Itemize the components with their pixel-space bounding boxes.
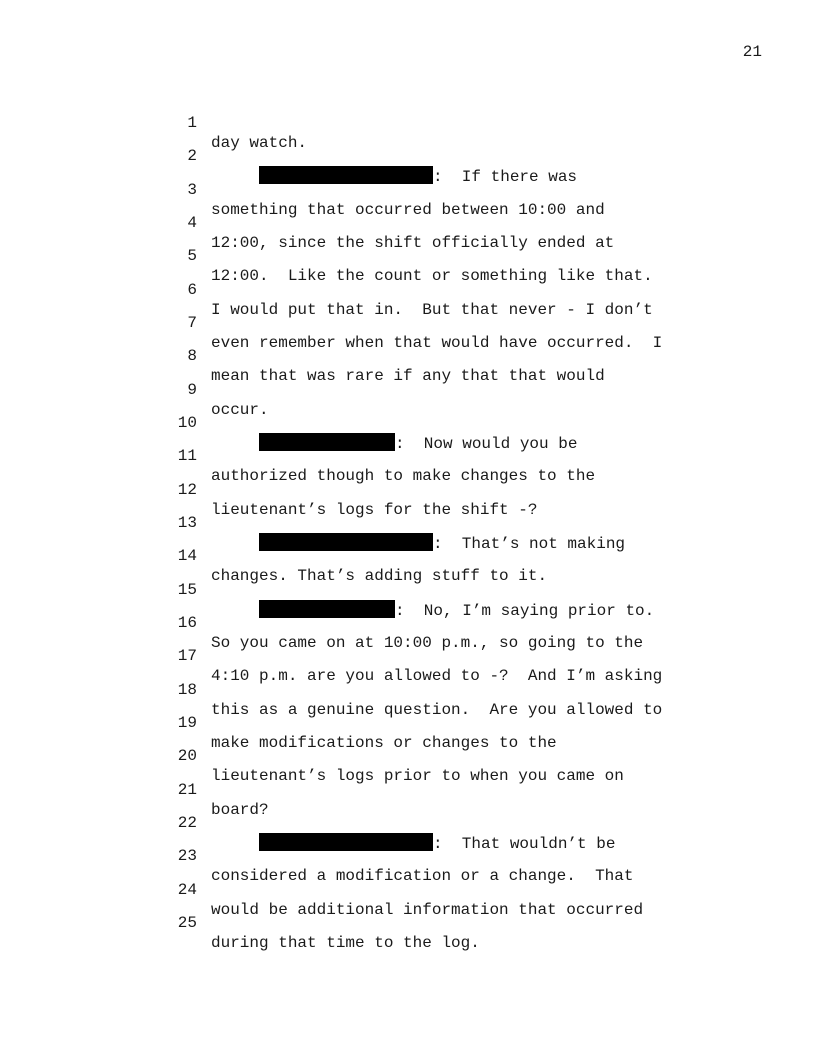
transcript-line [172, 360, 692, 419]
line-number: 6 [187, 280, 197, 299]
line-number: 11 [177, 447, 197, 466]
transcript-line [172, 460, 692, 519]
line-number: 4 [187, 213, 197, 232]
line-number: 12 [177, 480, 197, 499]
line-text: 12:00, since the shift officially ended at [211, 233, 615, 252]
transcript-line [172, 893, 692, 952]
line-text: : That’s not making [433, 534, 626, 553]
line-text: lieutenant’s logs for the shift -? [211, 500, 538, 519]
line-number: 1 [187, 114, 197, 132]
transcript-line [172, 260, 692, 319]
line-text: something that occurred between 10:00 and [211, 200, 605, 219]
line-text: authorized though to make changes to the [211, 467, 596, 486]
line-number: 3 [187, 180, 197, 199]
line-text: lieutenant’s logs prior to when you came on [211, 767, 624, 786]
transcript-line [172, 426, 692, 486]
transcript-line [172, 693, 692, 752]
line-text: : If there was [433, 168, 578, 187]
line-number: 21 [177, 780, 197, 799]
line-text: occur. [211, 400, 269, 419]
transcript-line [172, 760, 692, 819]
line-text: would be additional information that occurred [211, 900, 644, 919]
line-text: this as a genuine question. Are you allowed to [211, 700, 663, 719]
line-number: 23 [177, 847, 197, 866]
line-number: 16 [177, 613, 197, 632]
line-number: 10 [177, 413, 197, 432]
line-number: 2 [187, 147, 197, 166]
transcript-line [172, 193, 692, 252]
line-text: : Now would you be [395, 434, 578, 453]
transcript-line [172, 126, 692, 187]
transcript-line [172, 726, 692, 786]
line-text: make modifications or changes to the [211, 733, 557, 752]
line-number: 15 [177, 580, 197, 599]
transcript-line [172, 860, 692, 919]
transcript-line [172, 526, 692, 586]
line-number: 9 [187, 380, 197, 399]
line-text: 4:10 p.m. are you allowed to -? And I’m asking [211, 667, 663, 686]
transcript-body [172, 93, 692, 952]
line-number: 19 [177, 713, 197, 732]
line-text: : No, I’m saying prior to. [395, 601, 655, 620]
transcript-line [172, 326, 692, 386]
transcript-line [172, 493, 692, 553]
line-text: : That wouldn’t be [433, 834, 616, 853]
line-text: during that time to the log. [211, 933, 480, 952]
line-number: 7 [187, 313, 197, 332]
line-text: considered a modification or a change. That [211, 867, 634, 886]
line-number: 24 [177, 880, 197, 899]
line-number: 17 [177, 647, 197, 666]
transcript-line [172, 226, 692, 286]
line-number: 25 [177, 913, 197, 932]
line-number: 14 [177, 547, 197, 566]
line-text: changes. That’s adding stuff to it. [211, 567, 548, 586]
transcript-line [172, 793, 692, 853]
transcript-line [172, 660, 692, 719]
line-number: 22 [177, 813, 197, 832]
transcript-line [172, 393, 692, 453]
transcript-line [172, 560, 692, 620]
page-number: 21 [742, 43, 762, 61]
transcript-line [172, 593, 692, 652]
transcript-line [172, 626, 692, 686]
line-number: 20 [177, 747, 197, 766]
line-number: 13 [177, 513, 197, 532]
transcript-line [172, 826, 692, 886]
line-text: mean that was rare if any that that would [211, 367, 605, 386]
line-text: 12:00. Like the count or something like that. [211, 267, 653, 286]
transcript-line [172, 293, 692, 352]
line-text: So you came on at 10:00 p.m., so going to the [211, 633, 644, 652]
line-number: 8 [187, 347, 197, 366]
line-number: 18 [177, 680, 197, 699]
line-text: day watch. [211, 134, 308, 152]
transcript-line [172, 93, 692, 152]
line-text: I would put that in. But that never - I don’t [211, 300, 653, 319]
line-text: board? [211, 800, 269, 819]
line-text: even remember when that would have occurred. I [211, 333, 663, 352]
line-number: 5 [187, 247, 197, 266]
transcript-line [172, 160, 692, 219]
